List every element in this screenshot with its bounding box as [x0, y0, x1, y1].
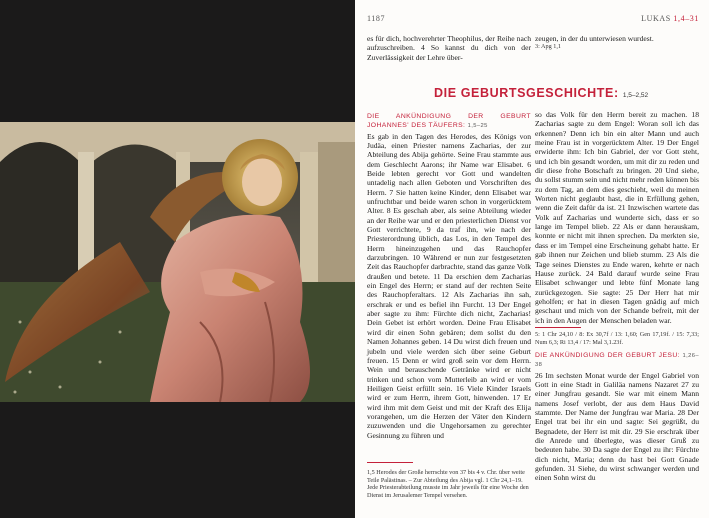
main-heading-range: 1,5–2,52 [622, 92, 649, 99]
section1-text-right: so das Volk für den Herrn bereit zu machen. 18 Zacharias sagte zu dem Engel: Woran soll ich das erkennen? Denn ich bin ein alter Mann und auch meine Frau ist in vorgerücktem Alter. 19 Der Engel erwiderte ihm: Ich bin Gabriel, der vor Gott steht, und ich bin gesandt worden, um mit dir zu reden und dir diese frohe Botschaft zu bringen. 20 Und siehe, du sollst stumm sein und nicht mehr reden können bis zu dem Tag, an dem dies geschieht, weil du meinen Worten nicht geglaubt hast, die in Erfüllung gehen, wenn die Zeit dafür da ist. 21 Inzwischen wartete das Volk auf Zacharias und wunderte sich, dass er so lange im Tempel blieb. 22 Als er dann herauskam, konnte er nicht mit ihnen sprechen. Da merkten sie, dass er im Tempel eine Erscheinung gehabt hatte. Er gab ihnen nur Zeichen und blieb stumm. 23 Als die Tage seines Dienstes zu Ende waren, kehrte er nach Hause zurück. 24 Bald darauf wurde seine Frau Elisabet schwanger und lebte fünf Monate lang zurückgezogen. Sie sagte: 25 Der Herr hat mir geholfen; er hat in diesen Tagen gnädig auf mich geschaut und mich von der Schande befreit, mit der ich in den Augen der Menschen beladen war. [535, 110, 699, 325]
intro-text-right: zeugen, in der du unterwiesen wurdest. [535, 34, 654, 43]
section1-text-left: Es gab in den Tagen des Herodes, des Königs von Judäa, einen Priester namens Zacharias, der zur Abteilung des Abija gehörte. Seine Frau stammte aus dem Geschlecht Aarons; ihr Name war Elisabet. 6 Beide lebten gerecht vor Gott und wandelten untadelig nach allen Geboten und Vorschriften des Herrn. 7 Sie hatten keine Kinder, denn Elisabet war unfruchtbar und beide waren schon in vorgerücktem Alter. 8 Es geschah aber, als seine Abteilung wieder an der Reihe war und er den priesterlichen Dienst vor Gott verrichtete, 9 da traf ihn, wie nach der Priesterordnung üblich, das Los, in den Tempel des Herrn hineinzugehen und das Rauchopfer darzubringen. 10 Während er nun zur festgesetzten Zeit das Rauchopfer darbrachte, stand das ganze Volk draußen und betete. 11 Da erschien dem Zacharias ein Engel des Herrn; er stand auf der rechten Seite des Rauchopferaltars. 12 Als Zacharias ihn sah, erschrak er und es befiel ihn Furcht. 13 Der Engel aber sagte zu ihm: Fürchte dich nicht, Zacharias! Dein Gebet ist erhört worden. Deine Frau Elisabet wird dir einen Sohn gebären; dem sollst du den Namen Johannes geben. 14 Du wirst dich freuen und jubeln und viele werden sich über seine Geburt freuen. 15 Denn er wird groß sein vor dem Herrn. Wein und berauschende Getränke wird er nicht trinken und schon vom Mutterleib an wird er vom Heiligen Geist erfüllt sein. 16 Viele Kinder Israels wird er zum Herrn, ihrem Gott, hinwenden. 17 Er wird ihm mit dem Geist und mit der Kraft des Elija vorangehen, um die Herzen der Väter den Kindern zuzuwenden und die Ungehorsamen zu gerechter Gesinnung zu führen und [367, 131, 531, 440]
footnote-text: 1,5 Herodes der Große herrschte von 37 bis 4 v. Chr. über weite Teile Palästinas. – Zur Abteilung des Abija vgl. 1 Chr 24,1–19. Jede Priesterabteilung musste im Jahr jeweils für eine Woche den Dienst im Jerusalemer Tempel versehen. [367, 469, 529, 499]
main-heading-title: DIE GEBURTSGESCHICHTE: [434, 86, 619, 100]
crossref-divider [535, 327, 581, 328]
section1-heading [367, 113, 531, 131]
section2-heading-range: 1,26–38 [535, 353, 699, 368]
intro-text-left: es für dich, hochverehrter Theophilus, der Reihe nach aufzuschreiben. 4 So kannst du dich von der Zuverlässigkeit der Lehre über- [367, 34, 531, 62]
top-text-column-1 [367, 34, 531, 62]
footnote-divider [367, 462, 413, 463]
annunciation-painting [0, 122, 355, 402]
section2-heading [535, 352, 699, 370]
section1-heading-range: 1,5–25 [467, 122, 488, 129]
section1-column-2 [535, 110, 699, 483]
main-heading [434, 86, 704, 100]
intro-crossref: 3: Apg 1,1 [535, 43, 561, 51]
running-reference: 1,4–31 [673, 14, 699, 23]
page-number: 1187 [367, 14, 386, 23]
section2-heading-title: DIE ANKÜNDIGUNG DER GEBURT JESU: [535, 352, 680, 360]
section1-column-1 [367, 113, 531, 440]
section2-text: 26 Im sechsten Monat wurde der Engel Gabriel von Gott in eine Stadt in Galiläa namens Nazaret 27 zu einer Jungfrau gesandt. Sie war mit einem Mann namens Josef verlobt, der aus dem Haus David stammte. Der Name der Jungfrau war Maria. 28 Der Engel trat bei ihr ein und sagte: Sei gegrüßt, du Begnadete, der Herr ist mit dir. 29 Sie erschrak über die Anrede und überlegte, was dieser Gruß zu bedeuten habe. 30 Da sagte der Engel zu ihr: Fürchte dich nicht, Maria; denn du hast bei Gott Gnade gefunden. 31 Siehe, du wirst schwanger werden und einen Sohn wirst du [535, 370, 699, 483]
section1-crossrefs: 5: 1 Chr 24,10 / 8: Ex 30,7f / 13: 1,60; Gen 17,19f. / 15: 7,33; Num 6,3; Ri 13,4 / 17: Mal 3,1.23f. [535, 330, 699, 346]
right-page [355, 0, 709, 518]
running-header [641, 14, 699, 23]
section1-heading-title: DIE ANKÜNDIGUNG DER GEBURT JOHANNES' DES TÄUFERS: [367, 113, 531, 129]
footnote [367, 460, 531, 506]
top-text-column-2 [535, 34, 699, 51]
running-title: LUKAS [641, 14, 671, 23]
